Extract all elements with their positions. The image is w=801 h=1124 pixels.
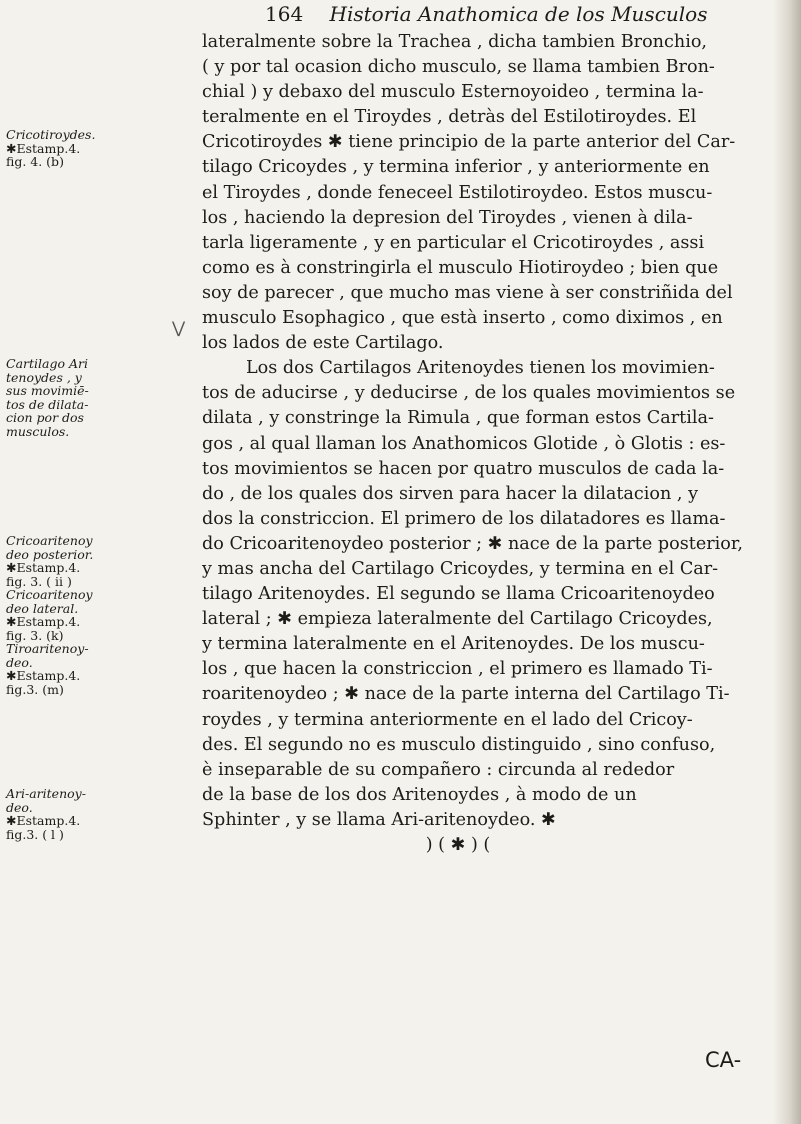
text-line: do , de los quales dos sirven para hacer la dilatacion , y [202,483,699,504]
text-line: lateralmente sobre la Trachea , dicha tambien Bronchio, [202,32,708,52]
page-edge-shadow [773,0,801,1124]
marginal-note-line: ✱Estamp.4. [6,813,81,828]
text-line: el Tiroydes , donde feneceel Estilotiroydeo. Estos muscu- [202,182,713,203]
text-line: tilago Aritenoydes. El segundo se llama Cricoaritenoydeo [202,584,715,605]
text-line: tarla ligeramente , y en particular el Cricotiroydes , assi [202,232,705,253]
catchword: CA- [705,1048,742,1072]
marginal-note-line: Cartilago Ari [6,356,88,371]
marginal-note-line: tos de dilata- [6,396,89,412]
marginal-note [6,534,106,696]
marginal-note-line: Tiroaritenoy- [6,641,89,656]
text-line: de la base de los dos Aritenoydes , à modo de un [202,784,637,805]
text-line: Sphinter , y se llama Ari-aritenoydeo. ✱ [202,809,556,830]
marginal-note-line: Ari-aritenoy- [6,786,86,801]
text-line: roaritenoydeo ; ✱ nace de la parte interna del Cartilago Ti- [202,684,730,705]
text-line: chial ) y debaxo del musculo Esternoyoideo , termina la- [202,82,704,103]
text-line: roydes , y termina anteriormente en el lado del Cricoy- [202,709,693,730]
page-number: 164 [265,2,304,26]
marginal-mark: ⋁ [172,318,186,337]
marginal-note [6,787,106,841]
marginal-note-line: ✱Estamp.4. [6,614,81,629]
marginal-note-line: ✱Estamp.4. [6,668,81,683]
marginal-note-line: musculos. [6,423,70,439]
marginal-note-line: deo. [6,799,33,815]
marginal-note-line: ✱Estamp.4. [6,140,81,156]
text-line: y termina lateralmente en el Aritenoydes. De los muscu- [202,634,705,655]
main-text-block [202,30,774,858]
marginal-note-line: fig.3. ( l ) [6,826,64,842]
marginal-note-line: fig.3. (m) [6,681,64,697]
marginal-note-line: fig. 3. (k) [6,627,64,643]
marginal-note-line: Cricotiroydes. [6,127,96,142]
text-line: y mas ancha del Cartilago Cricoydes, y termina en el Car- [202,558,719,579]
text-line: soy de parecer , que mucho mas viene à ser constriñida del [202,282,733,303]
text-line: Cricotiroydes ✱ tiene principio de la parte anterior del Car- [202,132,736,153]
text-line: los , haciendo la depresion del Tiroydes , vienen à dila- [202,207,693,228]
text-line: dilata , y constringe la Rimula , que forman estos Cartila- [202,408,714,429]
text-line: gos , al qual llaman los Anathomicos Glotide , ò Glotis : es- [202,433,726,454]
text-line: tos movimientos se hacen por quatro musculos de cada la- [202,458,725,479]
marginal-note-line: tenoydes , y [6,369,82,385]
text-line: tos de aducirse , y deducirse , de los quales movimientos se [202,383,736,404]
marginal-note-line: deo. [6,654,33,670]
text-line: los lados de este Cartilago. [202,333,444,354]
running-head [265,2,785,26]
marginal-note-line: deo lateral. [6,600,79,616]
text-line: è inseparable de su compañero : circunda al rededor [202,759,675,780]
marginal-note-line: fig. 3. ( ii ) [6,573,72,589]
text-line: Los dos Cartilagos Aritenoydes tienen los movimien- [246,358,715,379]
marginal-note [6,128,106,169]
marginal-note-line: Cricoaritenoy [6,587,93,602]
marginal-note-line: sus movimiē- [6,383,89,398]
marginal-note-line: ✱Estamp.4. [6,560,81,575]
marginal-note-line: cion por dos [6,410,84,425]
text-line: musculo Esophagico , que està inserto , como diximos , en [202,308,723,329]
marginal-note-line: fig. 4. (b) [6,154,64,169]
running-title: Historia Anathomica de los Musculos [329,2,708,26]
text-line: ) ( ✱ ) ( [425,835,491,855]
text-line: tilago Cricoydes , y termina inferior , y anteriormente en [202,157,710,178]
text-line: do Cricoaritenoydeo posterior ; ✱ nace de la parte posterior, [202,533,743,554]
text-line: ( y por tal ocasion dicho musculo, se llama tambien Bron- [202,57,715,78]
text-line: los , que hacen la constriccion , el primero es llamado Ti- [202,659,713,680]
text-line: des. El segundo no es musculo distinguido , sino confuso, [202,734,716,755]
marginal-note-line: Cricoaritenoy [6,533,93,548]
text-line: lateral ; ✱ empieza lateralmente del Cartilago Cricoydes, [202,609,713,630]
marginal-note-line: deo posterior. [6,546,94,562]
text-line: teralmente en el Tiroydes , detràs del Estilotiroydes. El [202,107,697,128]
marginal-note [6,357,106,438]
text-line: como es à constringirla el musculo Hiotiroydeo ; bien que [202,257,719,278]
text-line: dos la constriccion. El primero de los dilatadores es llama- [202,508,726,529]
